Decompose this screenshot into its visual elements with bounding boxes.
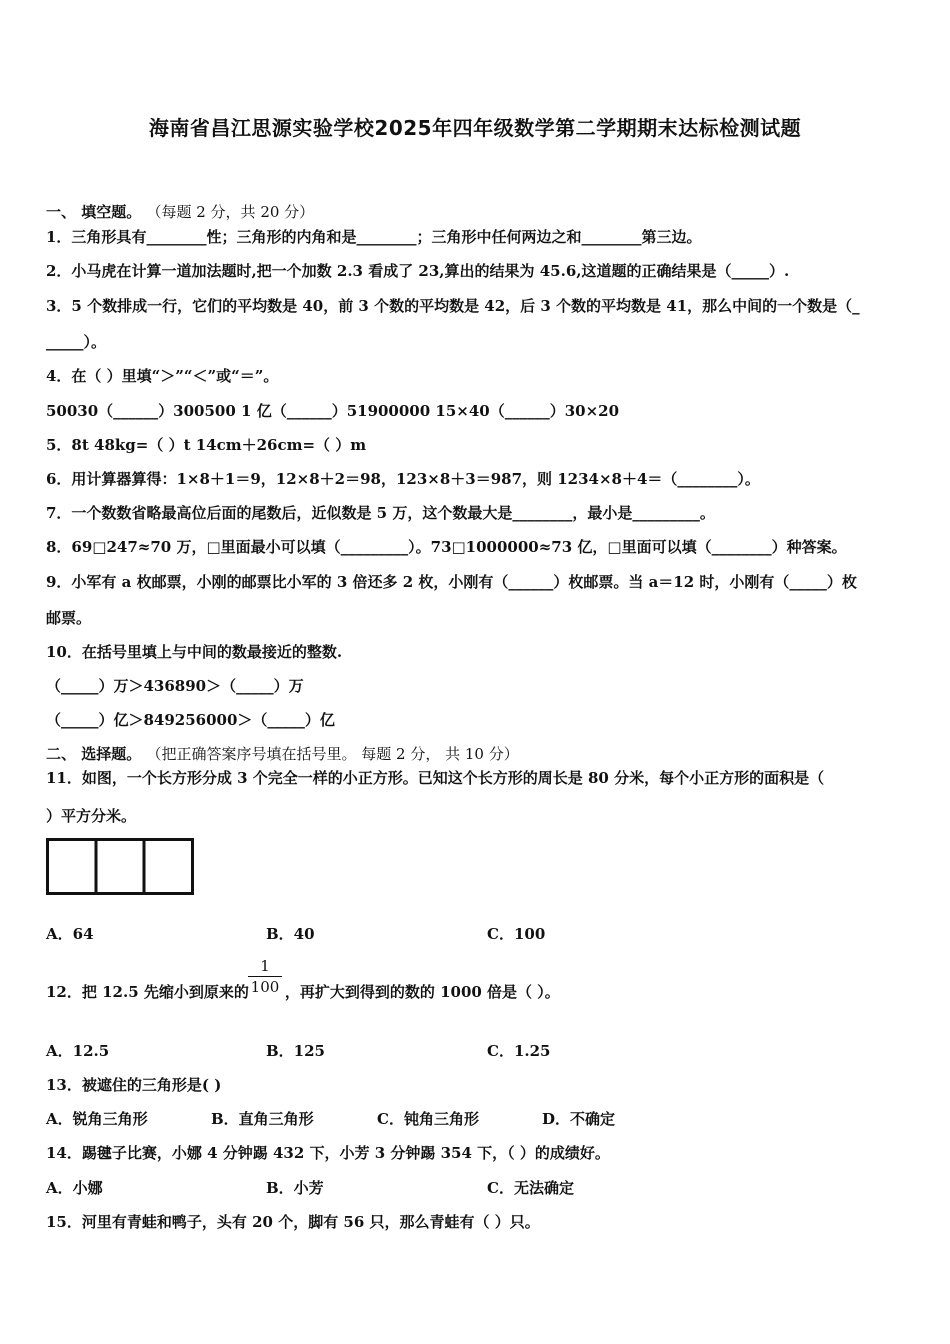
q13-option-b: B．直角三角形 bbox=[211, 1110, 314, 1128]
section-1-heading bbox=[46, 202, 314, 222]
question-7: 7．一个数数省略最高位后面的尾数后，近似数是 5 万，这个数最大是________，最小是_________。 bbox=[46, 504, 715, 522]
section-1-label: 一、 填空题。 bbox=[46, 203, 142, 221]
q12-option-a: A．12.5 bbox=[46, 1042, 110, 1060]
fraction-bar bbox=[248, 976, 282, 977]
question-5: 5．8t 48kg=（ ）t 14cm＋26cm=（ ）m bbox=[46, 436, 367, 454]
question-2: 2．小马虎在计算一道加法题时,把一个加数 2.3 看成了 23,算出的结果为 45.6,这道题的正确结果是（_____）. bbox=[46, 262, 790, 280]
section-2-note: （把正确答案序号填在括号里。 每题 2 分， 共 10 分） bbox=[146, 745, 519, 763]
question-11-line-1: 11．如图，一个长方形分成 3 个完全一样的小正方形。已知这个长方形的周长是 80 分米，每个小正方形的面积是（ bbox=[46, 769, 825, 787]
question-14: 14．踢毽子比赛，小娜 4 分钟踢 432 下，小芳 3 分钟踢 354 下，（ ）的成绩好。 bbox=[46, 1144, 610, 1162]
question-4-items: 50030（______）300500 1 亿（______）51900000 15×40（______）30×20 bbox=[46, 402, 620, 420]
question-10: 10．在括号里填上与中间的数最接近的整数. bbox=[46, 643, 343, 661]
q11-option-a: A．64 bbox=[46, 925, 94, 943]
q12-option-c: C．1.25 bbox=[487, 1042, 551, 1060]
section-1-note: （每题 2 分，共 20 分） bbox=[146, 203, 315, 221]
q12-option-b: B．125 bbox=[266, 1042, 325, 1060]
question-4: 4．在（ ）里填“＞”“＜”或“＝”。 bbox=[46, 367, 279, 385]
page-title: 海南省昌江思源实验学校2025年四年级数学第二学期期末达标检测试题 bbox=[148, 116, 802, 140]
q13-option-d: D．不确定 bbox=[542, 1110, 616, 1128]
three-squares-figure bbox=[46, 838, 196, 896]
q12-prefix: 12．把 12.5 先缩小到原来的 bbox=[46, 983, 249, 1001]
q14-option-b: B．小芳 bbox=[266, 1179, 324, 1197]
question-1: 1．三角形具有________性；三角形的内角和是________；三角形中任何两边之和________第三边。 bbox=[46, 228, 702, 246]
section-2-heading bbox=[46, 744, 519, 764]
fraction-numerator: 1 bbox=[260, 957, 270, 975]
question-9-line-1: 9．小军有 a 枚邮票，小刚的邮票比小军的 3 倍还多 2 枚，小刚有（______）枚邮票。当 a＝12 时，小刚有（_____）枚 bbox=[46, 573, 857, 591]
q12-suffix: ，再扩大到得到的数的 1000 倍是（ ）。 bbox=[284, 983, 560, 1001]
rectangle-outline bbox=[48, 840, 193, 894]
question-12 bbox=[46, 982, 560, 1002]
question-3-line-1: 3．5 个数排成一行，它们的平均数是 40，前 3 个数的平均数是 42，后 3 个数的平均数是 41，那么中间的一个数是（_ bbox=[46, 297, 860, 315]
question-8: 8．69□247≈70 万，□里面最小可以填（_________）。73□1000000≈73 亿，□里面可以填（________）种答案。 bbox=[46, 538, 847, 556]
question-15: 15．河里有青蛙和鸭子，头有 20 个，脚有 56 只，那么青蛙有（ ）只。 bbox=[46, 1213, 540, 1231]
question-10-line-2: （_____）亿＞849256000＞（_____）亿 bbox=[46, 711, 335, 729]
question-13: 13．被遮住的三角形是( ) bbox=[46, 1076, 222, 1094]
q11-option-c: C．100 bbox=[487, 925, 546, 943]
fraction-denominator: 100 bbox=[250, 978, 280, 996]
q13-option-a: A．锐角三角形 bbox=[46, 1110, 148, 1128]
q11-option-b: B．40 bbox=[266, 925, 315, 943]
q13-option-c: C．钝角三角形 bbox=[377, 1110, 479, 1128]
question-11-line-2: ）平方分米。 bbox=[46, 807, 137, 825]
question-3-line-2: _____）。 bbox=[46, 333, 107, 351]
question-10-line-1: （_____）万＞436890＞（_____）万 bbox=[46, 677, 304, 695]
section-2-label: 二、 选择题。 bbox=[46, 745, 142, 763]
q14-option-c: C．无法确定 bbox=[487, 1179, 574, 1197]
question-9-line-2: 邮票。 bbox=[46, 609, 92, 627]
question-6: 6．用计算器算得：1×8＋1＝9，12×8＋2＝98，123×8＋3＝987，则 1234×8＋4＝（________）。 bbox=[46, 470, 760, 488]
q14-option-a: A．小娜 bbox=[46, 1179, 103, 1197]
q12-fraction bbox=[248, 957, 282, 996]
